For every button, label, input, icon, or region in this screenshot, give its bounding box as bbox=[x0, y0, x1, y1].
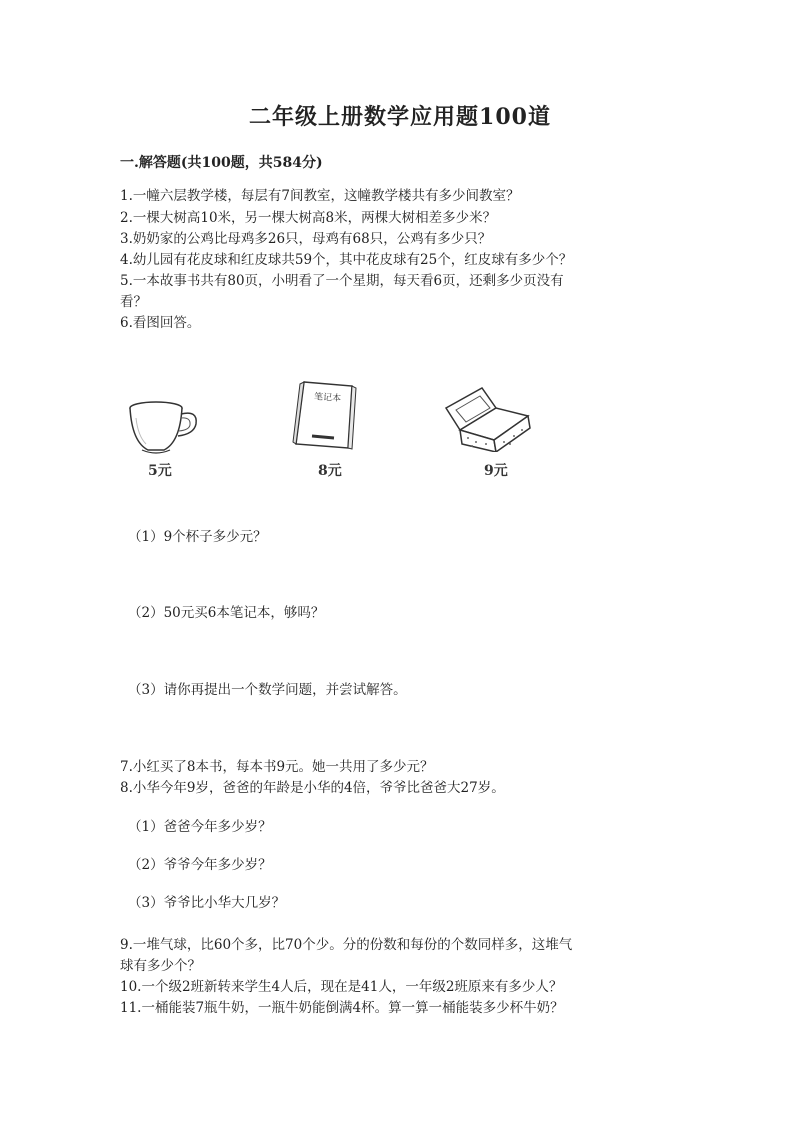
question-6: 6.看图回答。 bbox=[120, 315, 201, 331]
cup-price-label: 5元 bbox=[148, 463, 172, 479]
question-6-sub-3: （3）请你再提出一个数学问题，并尝试解答。 bbox=[128, 682, 407, 698]
question-1: 1.一幢六层教学楼，每层有7间教室，这幢教学楼共有多少间教室？ bbox=[120, 188, 520, 204]
question-8-sub-1: （1）爸爸今年多少岁？ bbox=[128, 819, 272, 835]
notebook-cover-text: 笔记本 bbox=[313, 392, 342, 405]
notebook-price-label: 8元 bbox=[318, 463, 342, 479]
question-5-line-1: 5.一本故事书共有80页，小明看了一个星期，每天看6页，还剩多少页没有 bbox=[120, 273, 564, 289]
question-8-sub-3: （3）爷爷比小华大几岁？ bbox=[128, 895, 286, 911]
question-11: 11.一桶能装7瓶牛奶，一瓶牛奶能倒满4杯。算一算一桶能装多少杯牛奶？ bbox=[120, 1000, 564, 1016]
question-9-line-1: 9.一堆气球，比60个多，比70个少。分的份数和每份的个数同样多，这堆气 bbox=[120, 937, 573, 953]
section-header: 一.解答题(共100题，共584分) bbox=[120, 155, 323, 171]
cup-image bbox=[128, 398, 202, 456]
question-5-line-2: 看？ bbox=[120, 294, 147, 310]
question-2: 2.一棵大树高10米，另一棵大树高8米，两棵大树相差多少米？ bbox=[120, 210, 497, 226]
question-4: 4.幼儿园有花皮球和红皮球共59个，其中花皮球有25个，红皮球有多少个？ bbox=[120, 252, 573, 268]
pencil-box-image bbox=[444, 386, 532, 452]
question-6-sub-2: （2）50元买6本笔记本，够吗？ bbox=[128, 605, 325, 621]
notebook-image bbox=[290, 378, 362, 452]
question-8: 8.小华今年9岁，爸爸的年龄是小华的4倍，爷爷比爸爸大27岁。 bbox=[120, 780, 505, 796]
question-3: 3.奶奶家的公鸡比母鸡多26只，母鸡有68只，公鸡有多少只？ bbox=[120, 231, 492, 247]
question-7: 7.小红买了8本书，每本书9元。她一共用了多少元？ bbox=[120, 759, 434, 775]
question-9-line-2: 球有多少个？ bbox=[120, 958, 201, 974]
question-6-sub-1: （1）9个杯子多少元？ bbox=[128, 529, 267, 545]
pencil-box-price-label: 9元 bbox=[484, 463, 508, 479]
question-10: 10.一个级2班新转来学生4人后，现在是41人，一年级2班原来有多少人？ bbox=[120, 979, 563, 995]
page-title: 二年级上册数学应用题100道 bbox=[249, 104, 551, 130]
question-8-sub-2: （2）爷爷今年多少岁？ bbox=[128, 857, 272, 873]
